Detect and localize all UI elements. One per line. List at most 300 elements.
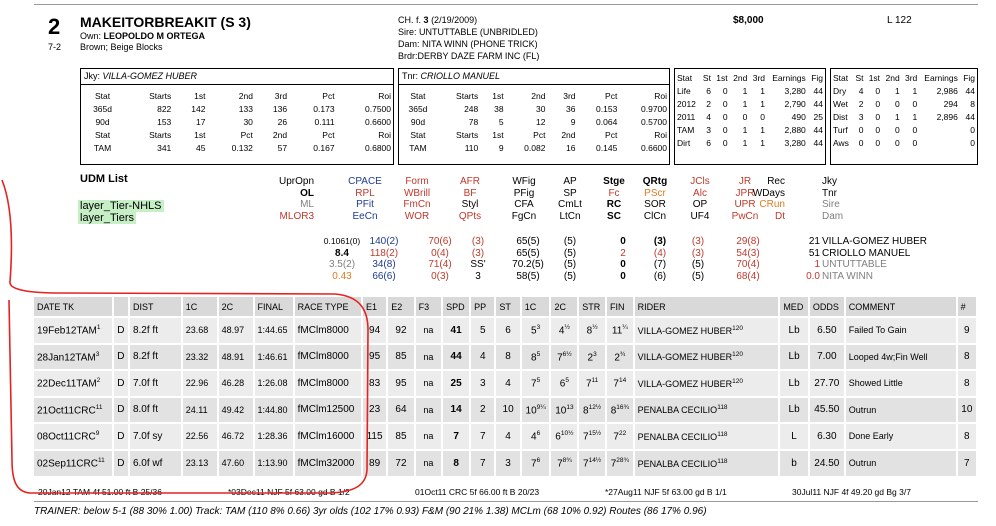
pp-cell-med [779,397,809,424]
stat-value: (3) [691,236,705,247]
pp-cell-str [578,397,606,424]
cell: Pct [533,129,546,140]
pp-column-header[interactable]: 1C [182,297,218,317]
pp-column-header[interactable]: STR [578,297,606,317]
cell: 30 [243,116,253,127]
pp-cell-fin [606,344,634,371]
pp-row[interactable] [34,397,977,424]
cell: 44 [813,85,823,96]
pp-value: D [117,430,125,442]
pp-value: 23 [369,404,381,416]
pp-cell-date [34,423,113,450]
cell: Starts [149,90,172,101]
cell: 248 [464,103,479,114]
pp-superscript: 5 [536,350,541,358]
pp-value: 08Oct11CRC [37,431,96,443]
pp-cell-final [254,397,294,424]
pp-column-header[interactable]: FIN [606,297,634,317]
pp-superscript: 6½ [562,350,572,358]
pp-value: 28Jan12TAM [37,351,96,363]
table-row [831,97,977,110]
cell: 12 [535,116,546,127]
pp-value: 22.56 [185,431,209,442]
stat-label: CPACE [348,176,382,187]
pp-value: 8.2f ft [132,351,158,363]
table-row [675,84,825,97]
pp-value: 6.30 [817,430,837,442]
pp-value: 4 [505,430,511,442]
pp-value: 49.42 [221,404,245,415]
stat-label: PFig [513,187,535,199]
cell: Pct [322,129,335,140]
pp-value: 1:44.65 [257,325,288,336]
cell: 44 [813,98,823,109]
udm-layer-2[interactable]: layer_Tiers [80,212,134,224]
cell: 0 [912,137,918,148]
cell: 25 [813,111,823,122]
table-row [675,136,825,149]
pp-row[interactable] [34,317,977,344]
pp-column-header[interactable]: SPD [442,297,470,317]
pp-value: 95 [395,377,407,389]
pp-superscript: 10½ [560,430,574,438]
pp-cell-c1 [182,344,218,371]
pp-column-header[interactable]: ST [495,297,520,317]
stat-label: AFR [460,176,480,187]
cell: 2,880 [784,124,806,135]
cell: 0 [722,124,728,135]
cell: 30 [535,103,546,114]
pp-value: 4 [531,431,537,443]
pp-value: 4 [505,377,511,389]
pp-cell-spd [442,370,470,397]
table-row [399,128,669,141]
pp-value: 8 [531,351,537,363]
pp-column-header[interactable]: 1C [521,297,551,317]
pp-row[interactable] [34,370,977,397]
pp-value: 23.32 [185,351,209,362]
stat-label: SOR [644,199,666,210]
stat-label: Stge [603,176,625,187]
table-row [81,128,393,141]
pp-row[interactable] [34,450,977,477]
pp-cell-cmt [845,397,957,424]
pp-cell-e2 [387,397,414,424]
pp-value: 64 [395,404,407,416]
cell: Stat [94,129,111,140]
pp-superscript: 11 [97,457,105,465]
cell: 0 [875,85,881,96]
trainer-label: Tnr: [402,71,419,81]
pp-column-header[interactable]: F3 [415,297,442,317]
cell: 9 [498,142,504,153]
workout-1: 20Jan12 TAM 4f 51.00 ft B 25/36 [38,487,162,497]
pp-value: Showed Little [848,378,903,389]
stat-label: CRun [759,199,785,210]
jockey-title [81,69,393,85]
pp-value: 2 [614,351,620,363]
pp-superscript: 9 [95,430,100,438]
table-row [399,115,669,128]
pp-cell-e2 [387,317,414,344]
stat-label: UPR [734,199,756,210]
cell: 2011 [677,111,696,122]
pp-cell-st [495,450,520,477]
cell: 2nd [561,129,576,140]
pp-cell-surf [113,423,129,450]
stat-label: AP [563,176,577,187]
pp-cell-rt [294,344,362,371]
pp-value: Done Early [848,431,894,442]
stat-label: OP [692,199,708,210]
pp-cell-str [578,344,606,371]
pp-value: VILLA-GOMEZ HUBER [637,325,733,336]
pp-cell-pp [470,344,495,371]
pp-cell-med [779,423,809,450]
pp-cell-final [254,317,294,344]
stat-label: JCls [690,176,710,187]
stat-label: JPR [735,187,755,199]
stat-label: FmCn [403,199,431,210]
cell: 0 [722,111,728,122]
stat-label: Dt [775,210,785,222]
pp-column-header[interactable]: 2C [550,297,578,317]
stat-value: 70(6) [428,236,452,247]
pp-cell-rider [634,344,780,371]
pp-superscript: 120 [732,324,744,332]
pp-cell-n [957,423,977,450]
pp-cell-st [495,344,520,371]
trainer-title [399,69,669,85]
pp-cell-st [495,397,520,424]
pp-value: 6.0f wf [132,457,163,469]
stat-value: 3.5(2) [328,259,356,270]
stat-value: 65(5) [516,247,540,259]
pp-cell-rider [634,397,780,424]
pp-value: D [117,351,125,363]
pp-cell-p2 [550,317,578,344]
cell: Dist [833,111,848,122]
trainer-name: CRIOLLO MANUEL [420,71,501,81]
pp-superscript: 3 [536,324,541,332]
cell: 0 [894,124,900,135]
cell: 6 [706,85,711,96]
pp-column-header[interactable]: ODDS [809,297,845,317]
cell: 3rd [904,72,918,83]
pp-cell-pp [470,397,495,424]
pp-cell-date [34,344,113,371]
cell: 0.145 [596,142,618,153]
stat-value: (5) [563,270,577,282]
dob: (2/19/2009) [431,15,478,25]
stat-value: 66(6) [372,270,396,282]
stat-label: WDays [752,187,785,199]
pp-value: na [423,431,434,442]
stat-value: 70(4) [736,259,760,270]
pp-value: 8 [964,351,970,363]
stat-label: Styl [461,199,479,210]
pp-superscript: 14½ [588,457,602,465]
pp-column-header[interactable]: DIST [129,297,182,317]
pp-superscript: 9¼ [536,403,546,411]
stat-value: 0(3) [431,270,449,282]
pp-cell-n [957,370,977,397]
pp-cell-n [957,344,977,371]
cell: Wet [833,98,848,109]
pp-cell-pp [470,370,495,397]
pp-cell-surf [113,450,129,477]
stat-label: RPL [355,187,375,199]
stat-label: QPts [458,210,482,222]
workout-5: 30Jul11 NJF 4f 49.20 gd Bg 3/7 [792,487,911,497]
pp-value: 8.0f ft [132,404,158,416]
pp-value: 45.50 [814,404,840,416]
pp-value: 10 [961,404,973,416]
pp-column-header[interactable]: E1 [362,297,387,317]
pp-value: 7.0f sy [132,430,163,442]
pp-cell-c2 [218,317,254,344]
cell: Pct [605,129,618,140]
workout-4: *27Aug11 NJF 5f 63.00 gd B 1/1 [605,487,727,497]
pp-column-header[interactable]: 2C [218,297,254,317]
pp-value: 22Dec11TAM [37,378,97,390]
owner-label: Own: [80,31,102,41]
pp-column-header[interactable]: MED [779,297,809,317]
cell: 1 [760,124,766,135]
pp-value: 2 [587,351,594,363]
stat-value: 54(3) [736,247,760,259]
horse-name [80,14,251,30]
pp-value: 7 [585,378,592,390]
pp-column-header[interactable]: E2 [387,297,414,317]
cell [919,123,960,136]
pp-cell-surf [113,344,129,371]
pp-cell-n [957,450,977,477]
jockey-box [80,68,394,165]
pp-column-header[interactable]: FINAL [254,297,294,317]
cell: 5 [498,116,504,127]
pp-value: 48.97 [221,325,245,336]
owner-name: LEOPOLDO M ORTEGA [103,31,206,41]
pp-value: 8.2f ft [132,324,158,336]
pp-header-row [34,297,977,317]
record-box-left [674,68,826,165]
cell: 0.132 [231,142,253,153]
pp-row[interactable] [34,423,977,450]
cell: 6 [706,137,711,148]
pp-column-header[interactable]: RIDER [634,297,780,317]
pp-cell-p2 [550,370,578,397]
pp-value: 8 [453,457,459,469]
pp-value: Outrun [848,404,877,415]
pp-cell-cmt [845,450,957,477]
pp-cell-p2 [550,344,578,371]
pp-cell-p1 [521,370,551,397]
pp-value: 23.68 [185,325,209,336]
stat-label: JR [738,176,752,187]
pp-cell-e2 [387,370,414,397]
table-row [399,89,669,102]
pp-value: 27.70 [814,377,840,389]
table-row [81,102,393,115]
pp-cell-st [495,423,520,450]
pp-cell-date [34,397,113,424]
stat-label: ML [300,199,314,210]
cell: 8 [970,98,975,109]
cell: 0 [875,111,881,122]
pp-cell-fin [606,317,634,344]
sire: Sire: UNTUTTABLE (UNBRIDLED) [398,27,538,37]
pp-value: 7 [610,458,617,470]
pp-value: 6.50 [817,324,837,336]
pp-superscript: 3 [95,350,100,358]
jockey-stats-table [81,89,393,154]
cell: Aws [833,137,849,148]
cell: 0 [894,98,900,109]
pp-cell-str [578,317,606,344]
pp-value: 8 [505,351,511,363]
pp-cell-p2 [550,397,578,424]
pp-value: 47.60 [221,458,245,469]
stat-value: VILLA-GOMEZ HUBER [822,236,928,247]
workout-2: *03Dec11 NJF 5f 63.00 gd B 1/2 [228,487,350,497]
pp-cell-c2 [218,370,254,397]
pp-value: na [423,458,434,469]
pp-value: 24.11 [185,404,208,415]
pp-cell-surf [113,317,129,344]
pp-superscript: 14 [618,377,627,385]
pp-column-header[interactable]: COMMENT [845,297,957,317]
pp-cell-fin [606,370,634,397]
pp-value: 41 [450,324,462,336]
pp-value: Looped 4w;Fin Well [848,351,928,362]
pp-cell-final [254,370,294,397]
pp-value: 10 [525,404,537,416]
stat-value: (5) [563,236,577,247]
pp-cell-date [34,317,113,344]
pp-value: fMClm8000 [297,324,349,336]
pp-cell-pp [470,423,495,450]
cell: Starts [149,129,172,140]
pp-superscript: 118 [717,430,728,438]
pp-superscript: 11 [95,403,103,411]
pp-cell-f3 [415,450,442,477]
pp-cell-str [578,450,606,477]
pp-cell-c2 [218,344,254,371]
program-number: 2 [48,14,61,39]
stat-label: CmLt [558,199,582,210]
stat-value: (3) [471,236,485,247]
pp-superscript: 5 [536,377,541,385]
table-row [831,84,977,97]
stat-value: 2 [620,247,626,259]
stat-value: 3 [475,270,481,282]
pp-cell-dist [129,370,182,397]
cell: 3,280 [784,85,806,96]
pp-cell-fin [606,397,634,424]
pp-row[interactable] [34,344,977,371]
cell: 2nd [885,72,900,83]
pp-superscript: ¼ [622,324,628,332]
pp-value: na [423,351,434,362]
cell: 1 [742,85,748,96]
pp-column-header[interactable]: PP [470,297,495,317]
stat-label: WBrill [403,187,431,199]
stat-value: (5) [691,259,705,270]
cell: 0.9700 [641,103,667,114]
pp-cell-c1 [182,370,218,397]
pp-superscript: 6 [536,430,541,438]
pp-value: Lb [788,377,800,389]
breeder: Brdr:DERBY DAZE FARM INC (FL) [398,51,540,61]
pp-cell-dist [129,423,182,450]
cell: Starts [456,129,479,140]
pp-value: 22.96 [185,378,209,389]
sex: CH. f. [398,15,422,25]
pp-column-header[interactable]: RACE TYPE [294,297,362,317]
pp-cell-dist [129,450,182,477]
udm-title: UDM List [80,173,128,185]
pp-cell-fin [606,423,634,450]
pp-value: 95 [369,351,381,363]
pp-column-header[interactable] [113,297,129,317]
cell: 0.6600 [641,142,667,153]
pp-superscript: 13 [566,403,574,411]
cell: 0 [912,124,918,135]
udm-layer-1[interactable]: layer_Tier-NHLS [80,200,162,212]
past-performances-table [34,297,978,476]
cell: 44 [965,85,975,96]
pp-cell-e1 [362,317,387,344]
pp-cell-e1 [362,423,387,450]
dam: Dam: NITA WINN (PHONE TRICK) [398,39,538,49]
pp-value: b [791,457,797,469]
stat-value: 118(2) [369,247,399,259]
pp-value: 1:28.36 [257,431,288,442]
stat-label: SP [563,187,577,199]
stat-label: CFA [514,199,534,210]
pp-value: 02Sep11CRC [37,458,98,470]
pp-column-header[interactable]: # [957,297,977,317]
cell: 1 [760,98,766,109]
pp-value: 85 [395,430,407,442]
pp-cell-spd [442,397,470,424]
horse-post: (S 3) [220,14,251,30]
cell: 36 [566,103,576,114]
stat-value: NITA WINN [822,270,873,282]
pp-cell-e2 [387,450,414,477]
pp-value: 7 [613,378,619,390]
pp-value: 3 [505,457,511,469]
cell: 0 [875,98,881,109]
cell: 9 [570,116,576,127]
cell: Turf [833,124,848,135]
pp-value: 7 [583,431,589,443]
stat-value: UNTUTTABLE [822,259,887,270]
pp-column-header[interactable]: DATE TK [34,297,113,317]
cell: 1 [742,98,748,109]
cell: 78 [468,116,479,127]
cell: Stat [410,129,426,140]
pp-value: 46.28 [221,378,245,389]
pp-cell-rt [294,423,362,450]
stat-value: (5) [691,270,705,282]
pp-superscript: 1 [96,324,101,332]
pp-cell-c2 [218,450,254,477]
cell: Roi [654,129,667,140]
pp-value: 6 [555,431,561,443]
pp-cell-c2 [218,423,254,450]
